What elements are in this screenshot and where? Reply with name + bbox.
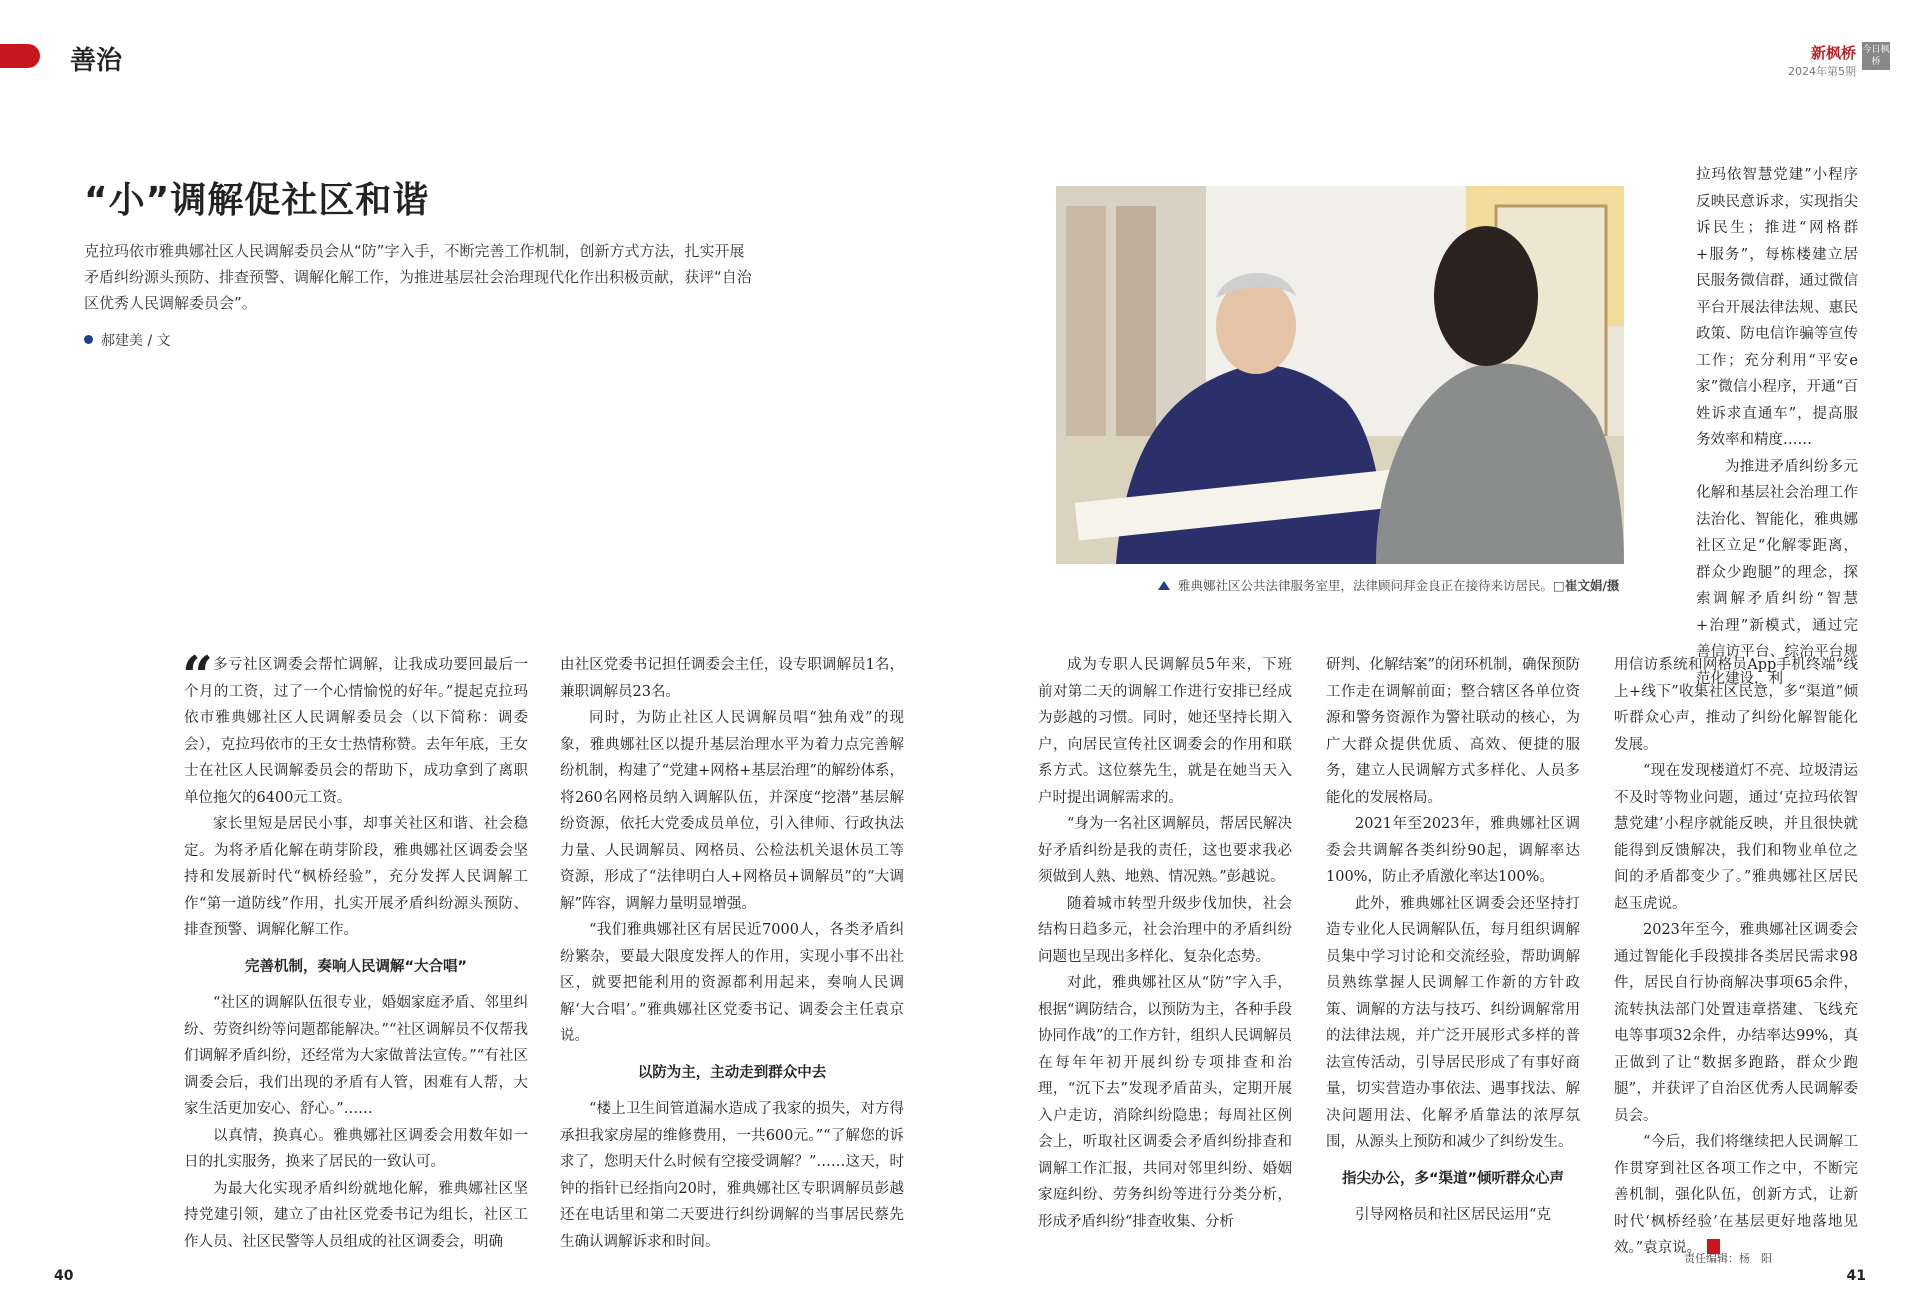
article-lede: 克拉玛依市雅典娜社区人民调解委员会从“防”字入手，不断完善工作机制，创新方式方法，扎实开展矛盾纠纷源头预防、排查预警、调解化解工作，为推进基层社会治理现代化作出积极贡献，获评“自治区优秀人民调解委员会”。 xyxy=(84,242,752,312)
section-tab-marker xyxy=(0,44,40,68)
paragraph xyxy=(1614,1129,1858,1262)
column-6 xyxy=(1614,652,1858,1262)
article-title: “小”调解促社区和谐 xyxy=(84,180,430,221)
paragraph: 此外，雅典娜社区调委会还坚持打造专业化人民调解队伍，每月组织调解员集中学习讨论和交流经验，帮助调解员熟练掌握人民调解工作新的方针政策、调解的方法与技巧、纠纷调解常用的法律法规，并广泛开展形式多样的普法宣传活动，引导居民形成了有事好商量，切实营造办事依法、遇事找法、解决问题用法、化解矛盾靠法的浓厚氛围，从源头上预防和减少了纠纷发生。 xyxy=(1326,895,1580,1150)
paragraph: 拉玛依智慧党建”小程序反映民意诉求，实现指尖诉民生；推进“网格群+服务”，每栋楼建立居民服务微信群，通过微信平台开展法律法规、惠民政策、防电信诈骗等宣传工作；充分利用“平安e家”微信小程序，开通“百姓诉求直通车”，提高服务效率和精度…… xyxy=(1696,167,1858,448)
paragraph: 以真情，换真心。雅典娜社区调委会用数年如一日的扎实服务，换来了居民的一致认可。 xyxy=(184,1127,528,1170)
column-2 xyxy=(560,652,904,1255)
paragraph: 家长里短是居民小事，却事关社区和谐、社会稳定。为将矛盾化解在萌芽阶段，雅典娜社区调委会坚持和发展新时代“枫桥经验”，充分发挥人民调解工作“第一道防线”作用，扎实开展矛盾纠纷源头预防、排查预警、调解化解工作。 xyxy=(184,816,528,938)
paragraph: 多亏社区调委会帮忙调解，让我成功要回最后一个月的工资，过了一个心情愉悦的好年。”提起克拉玛依市雅典娜社区人民调解委员会（以下简称：调委会），克拉玛依市的王女士热情称赞。去年年底，王女士在社区人民调解委员会的帮助下，成功拿到了离职单位拖欠的6400元工资。 xyxy=(184,657,528,806)
quote-mark-icon: “ xyxy=(182,644,214,708)
column-1 xyxy=(182,644,528,1255)
photo-credit: □崔文娟/摄 xyxy=(1553,578,1620,593)
column-4 xyxy=(1326,652,1580,1229)
paragraph: “楼上卫生间管道漏水造成了我家的损失，对方得承担我家房屋的维修费用，一共600元。”“了解您的诉求了，您明天什么时候有空接受调解？”……这天，时钟的指针已经指向20时，雅典娜社区专职调解员彭越还在电话里和第二天要进行纠纷调解的当事居民蔡先生确认调解诉求和时间。 xyxy=(560,1101,904,1250)
paragraph: 2021年至2023年，雅典娜社区调委会共调解各类纠纷90起，调解率达100%，防止矛盾激化率达100%。 xyxy=(1326,816,1580,885)
paragraph: “我们雅典娜社区有居民近7000人，各类矛盾纠纷繁杂，要最大限度发挥人的作用，实现小事不出社区，就要把能利用的资源都利用起来，奏响人民调解‘大合唱’。”雅典娜社区党委书记、调委会主任袁京说。 xyxy=(560,922,904,1044)
page-number-left: 40 xyxy=(54,1268,74,1284)
subheading: 指尖办公，多“渠道”倾听群众心声 xyxy=(1341,1170,1565,1187)
paragraph: 为推进矛盾纠纷多元化解和基层社会治理工作法治化、智能化，雅典娜社区立足“化解零距离，群众少跑腿”的理念，探索调解矛盾纠纷“智慧+治理”新模式，通过完善信访平台、综治平台规范化建设，利 xyxy=(1696,458,1858,687)
paragraph: 引导网格员和社区居民运用“克 xyxy=(1355,1207,1551,1223)
paragraph: “现在发现楼道灯不亮、垃圾清运不及时等物业问题，通过‘克拉玛依智慧党建’小程序就能反映，并且很快就能得到反馈解决，我们和物业单位之间的矛盾都变少了。”雅典娜社区居民赵玉虎说。 xyxy=(1614,763,1858,912)
column-5 xyxy=(1696,162,1858,692)
brand-name: 新枫桥 xyxy=(1810,44,1856,62)
subheading: 以防为主，主动走到群众中去 xyxy=(637,1064,827,1081)
paragraph: 用信访系统和网格员App手机终端“线上+线下”收集社区民意，多“渠道”倾听群众心声，推动了纠纷化解智能化发展。 xyxy=(1614,657,1858,753)
magazine-brand xyxy=(1788,42,1856,79)
caption-text: 雅典娜社区公共法律服务室里，法律顾问拜金良正在接待来访居民。 xyxy=(1178,578,1554,593)
column-3 xyxy=(1038,652,1292,1235)
paragraph: 同时，为防止社区人民调解员唱“独角戏”的现象，雅典娜社区以提升基层治理水平为着力点完善解纷机制，构建了“党建+网格+基层治理”的解纷体系，将260名网格员纳入调解队伍，并深度“挖潜”基层解纷资源，依托大党委成员单位，引入律师、行政执法力量、人民调解员、网格员、公检法机关退休员工等资源，形成了“法律明白人+网格员+调解员”的“大调解”阵容，调解力量明显增强。 xyxy=(560,710,904,912)
article-photo xyxy=(1056,186,1624,564)
paragraph: 随着城市转型升级步伐加快，社会结构日趋多元，社会治理中的矛盾纠纷问题也呈现出多样化、复杂化态势。 xyxy=(1038,895,1292,965)
caption-triangle-icon xyxy=(1158,581,1170,590)
subheading: 完善机制，奏响人民调解“大合唱” xyxy=(244,958,468,975)
brand-box: 今日枫桥 xyxy=(1862,42,1890,70)
paragraph: 对此，雅典娜社区从“防”字入手，根据“调防结合，以预防为主，各种手段协同作战”的工作方针，组织人民调解员在每年年初开展纠纷专项排查和治理，“沉下去”发现矛盾苗头，定期开展入户走访，消除纠纷隐患；每周社区例会上，听取社区调委会矛盾纠纷排查和调解工作汇报，共同对邻里纠纷、婚姻家庭纠纷、劳务纠纷等进行分类分析，形成矛盾纠纷“排查收集、分析 xyxy=(1038,975,1292,1230)
page-number-right: 41 xyxy=(1846,1268,1866,1284)
issue-number: 2024年第5期 xyxy=(1788,65,1856,78)
author-text: 郝建美 / 文 xyxy=(101,333,171,349)
author-byline xyxy=(84,330,171,350)
bullet-dot-icon xyxy=(84,335,93,344)
paragraph: 成为专职人民调解员5年来，下班前对第二天的调解工作进行安排已经成为彭越的习惯。同时，她还坚持长期入户，向居民宣传社区调委会的作用和联系方式。这位蔡先生，就是在她当天入户时提出调解需求的。 xyxy=(1038,657,1292,806)
paragraph: “身为一名社区调解员，帮居民解决好矛盾纠纷是我的责任，这也要求我必须做到人熟、地熟、情况熟。”彭越说。 xyxy=(1038,816,1292,885)
paragraph: 为最大化实现矛盾纠纷就地化解，雅典娜社区坚持党建引领，建立了由社区党委书记为组长，社区工作人员、社区民警等人员组成的社区调委会，明确 xyxy=(184,1180,528,1250)
paragraph: “社区的调解队伍很专业，婚姻家庭矛盾、邻里纠纷、劳资纠纷等问题都能解决。”“社区调解员不仅帮我们调解矛盾纠纷，还经常为大家做普法宣传。”“有社区调委会后，我们出现的矛盾有人管，困难有人帮，大家生活更加安心、舒心。”…… xyxy=(184,995,528,1117)
section-label: 善治 xyxy=(70,46,123,76)
responsible-editor: 责任编辑：杨 阳 xyxy=(1684,1252,1772,1265)
paragraph: 由社区党委书记担任调委会主任，设专职调解员1名，兼职调解员23名。 xyxy=(560,657,904,700)
photo-illustration xyxy=(1056,186,1624,564)
paragraph: 2023年至今，雅典娜社区调委会通过智能化手段摸排各类居民需求98件，居民自行协商解决事项65余件，流转执法部门处置违章搭建、飞线充电等事项32余件，办结率达99%，真正做到了让“数据多跑路，群众少跑腿”，并获评了自治区优秀人民调解委员会。 xyxy=(1614,922,1858,1124)
photo-caption xyxy=(1158,576,1619,594)
closing-text: “今后，我们将继续把人民调解工作贯穿到社区各项工作之中，不断完善机制，强化队伍，创新方式，让新时代‘枫桥经验’在基层更好地落地见效。”袁京说。 xyxy=(1614,1134,1858,1256)
paragraph: 研判、化解结案”的闭环机制，确保预防工作走在调解前面；整合辖区各单位资源和警务资源作为警社联动的核心，为广大群众提供优质、高效、便捷的服务，建立人民调解方式多样化、人员多能化的发展格局。 xyxy=(1326,657,1580,806)
